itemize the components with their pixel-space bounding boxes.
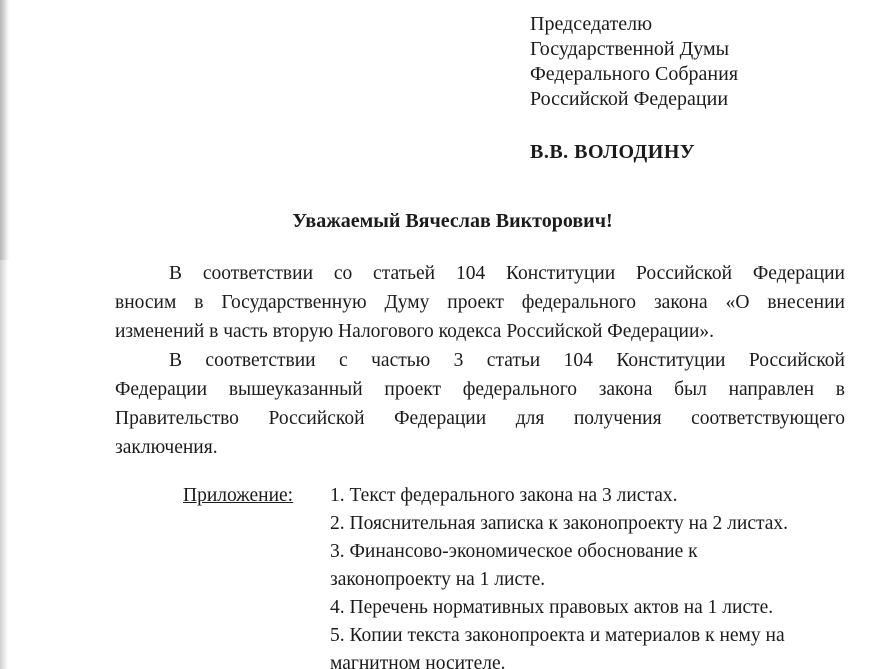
attachment-item-line: 5. Копии текста законопроекта и материалов к нему на bbox=[330, 625, 785, 646]
paragraph-line: В соответствии со статьей 104 Конституции Российской Федерации bbox=[169, 263, 845, 284]
paragraph-line: Правительство Российской Федерации для получения соответствующего bbox=[115, 408, 845, 429]
paragraph bbox=[115, 259, 845, 346]
attachment-items bbox=[330, 482, 845, 669]
addressee-line: Федерального Собрания bbox=[530, 63, 739, 85]
salutation: Уважаемый Вячеслав Викторович! bbox=[292, 210, 613, 232]
body-paragraphs bbox=[115, 259, 845, 462]
addressee-block bbox=[530, 12, 845, 112]
attachment-item-line: 3. Финансово-экономическое обоснование к bbox=[330, 541, 698, 562]
paragraph-line: заключения. bbox=[115, 437, 218, 458]
paragraph-line: В соответствии с частью 3 статьи 104 Конституции Российской bbox=[169, 350, 845, 371]
attachment-item-line: 2. Пояснительная записка к законопроекту на 2 листах. bbox=[330, 513, 789, 534]
paragraph-line: Федерации вышеуказанный проект федерального закона был направлен в bbox=[115, 379, 845, 400]
attachment-label: Приложение: bbox=[183, 485, 294, 506]
attachment-item bbox=[330, 510, 845, 538]
attachment-item-line: 4. Перечень нормативных правовых актов на 1 листе. bbox=[330, 597, 774, 618]
addressee-name: В.В. ВОЛОДИНУ bbox=[530, 141, 696, 163]
attachment-item bbox=[330, 538, 845, 594]
attachment-item bbox=[330, 482, 845, 510]
paragraph-line: вносим в Государственную Думу проект федерального закона «О внесении bbox=[115, 292, 845, 313]
scan-edge-shadow bbox=[0, 0, 8, 669]
attachment-item-line: 1. Текст федерального закона на 3 листах. bbox=[330, 485, 678, 506]
addressee-line: Российской Федерации bbox=[530, 88, 729, 110]
addressee-line: Государственной Думы bbox=[530, 38, 730, 60]
attachment-item bbox=[330, 622, 845, 669]
attachment-item bbox=[330, 594, 845, 622]
attachment-item-line: магнитном носителе. bbox=[330, 653, 506, 669]
scan-corner-shadow bbox=[0, 0, 10, 260]
attachment-item-line: законопроекту на 1 листе. bbox=[330, 569, 546, 590]
paragraph bbox=[115, 346, 845, 462]
attachment-section bbox=[115, 482, 845, 669]
addressee-line: Председателю bbox=[530, 13, 653, 35]
paragraph-line: изменений в часть вторую Налогового кодекса Российской Федерации». bbox=[115, 321, 715, 342]
